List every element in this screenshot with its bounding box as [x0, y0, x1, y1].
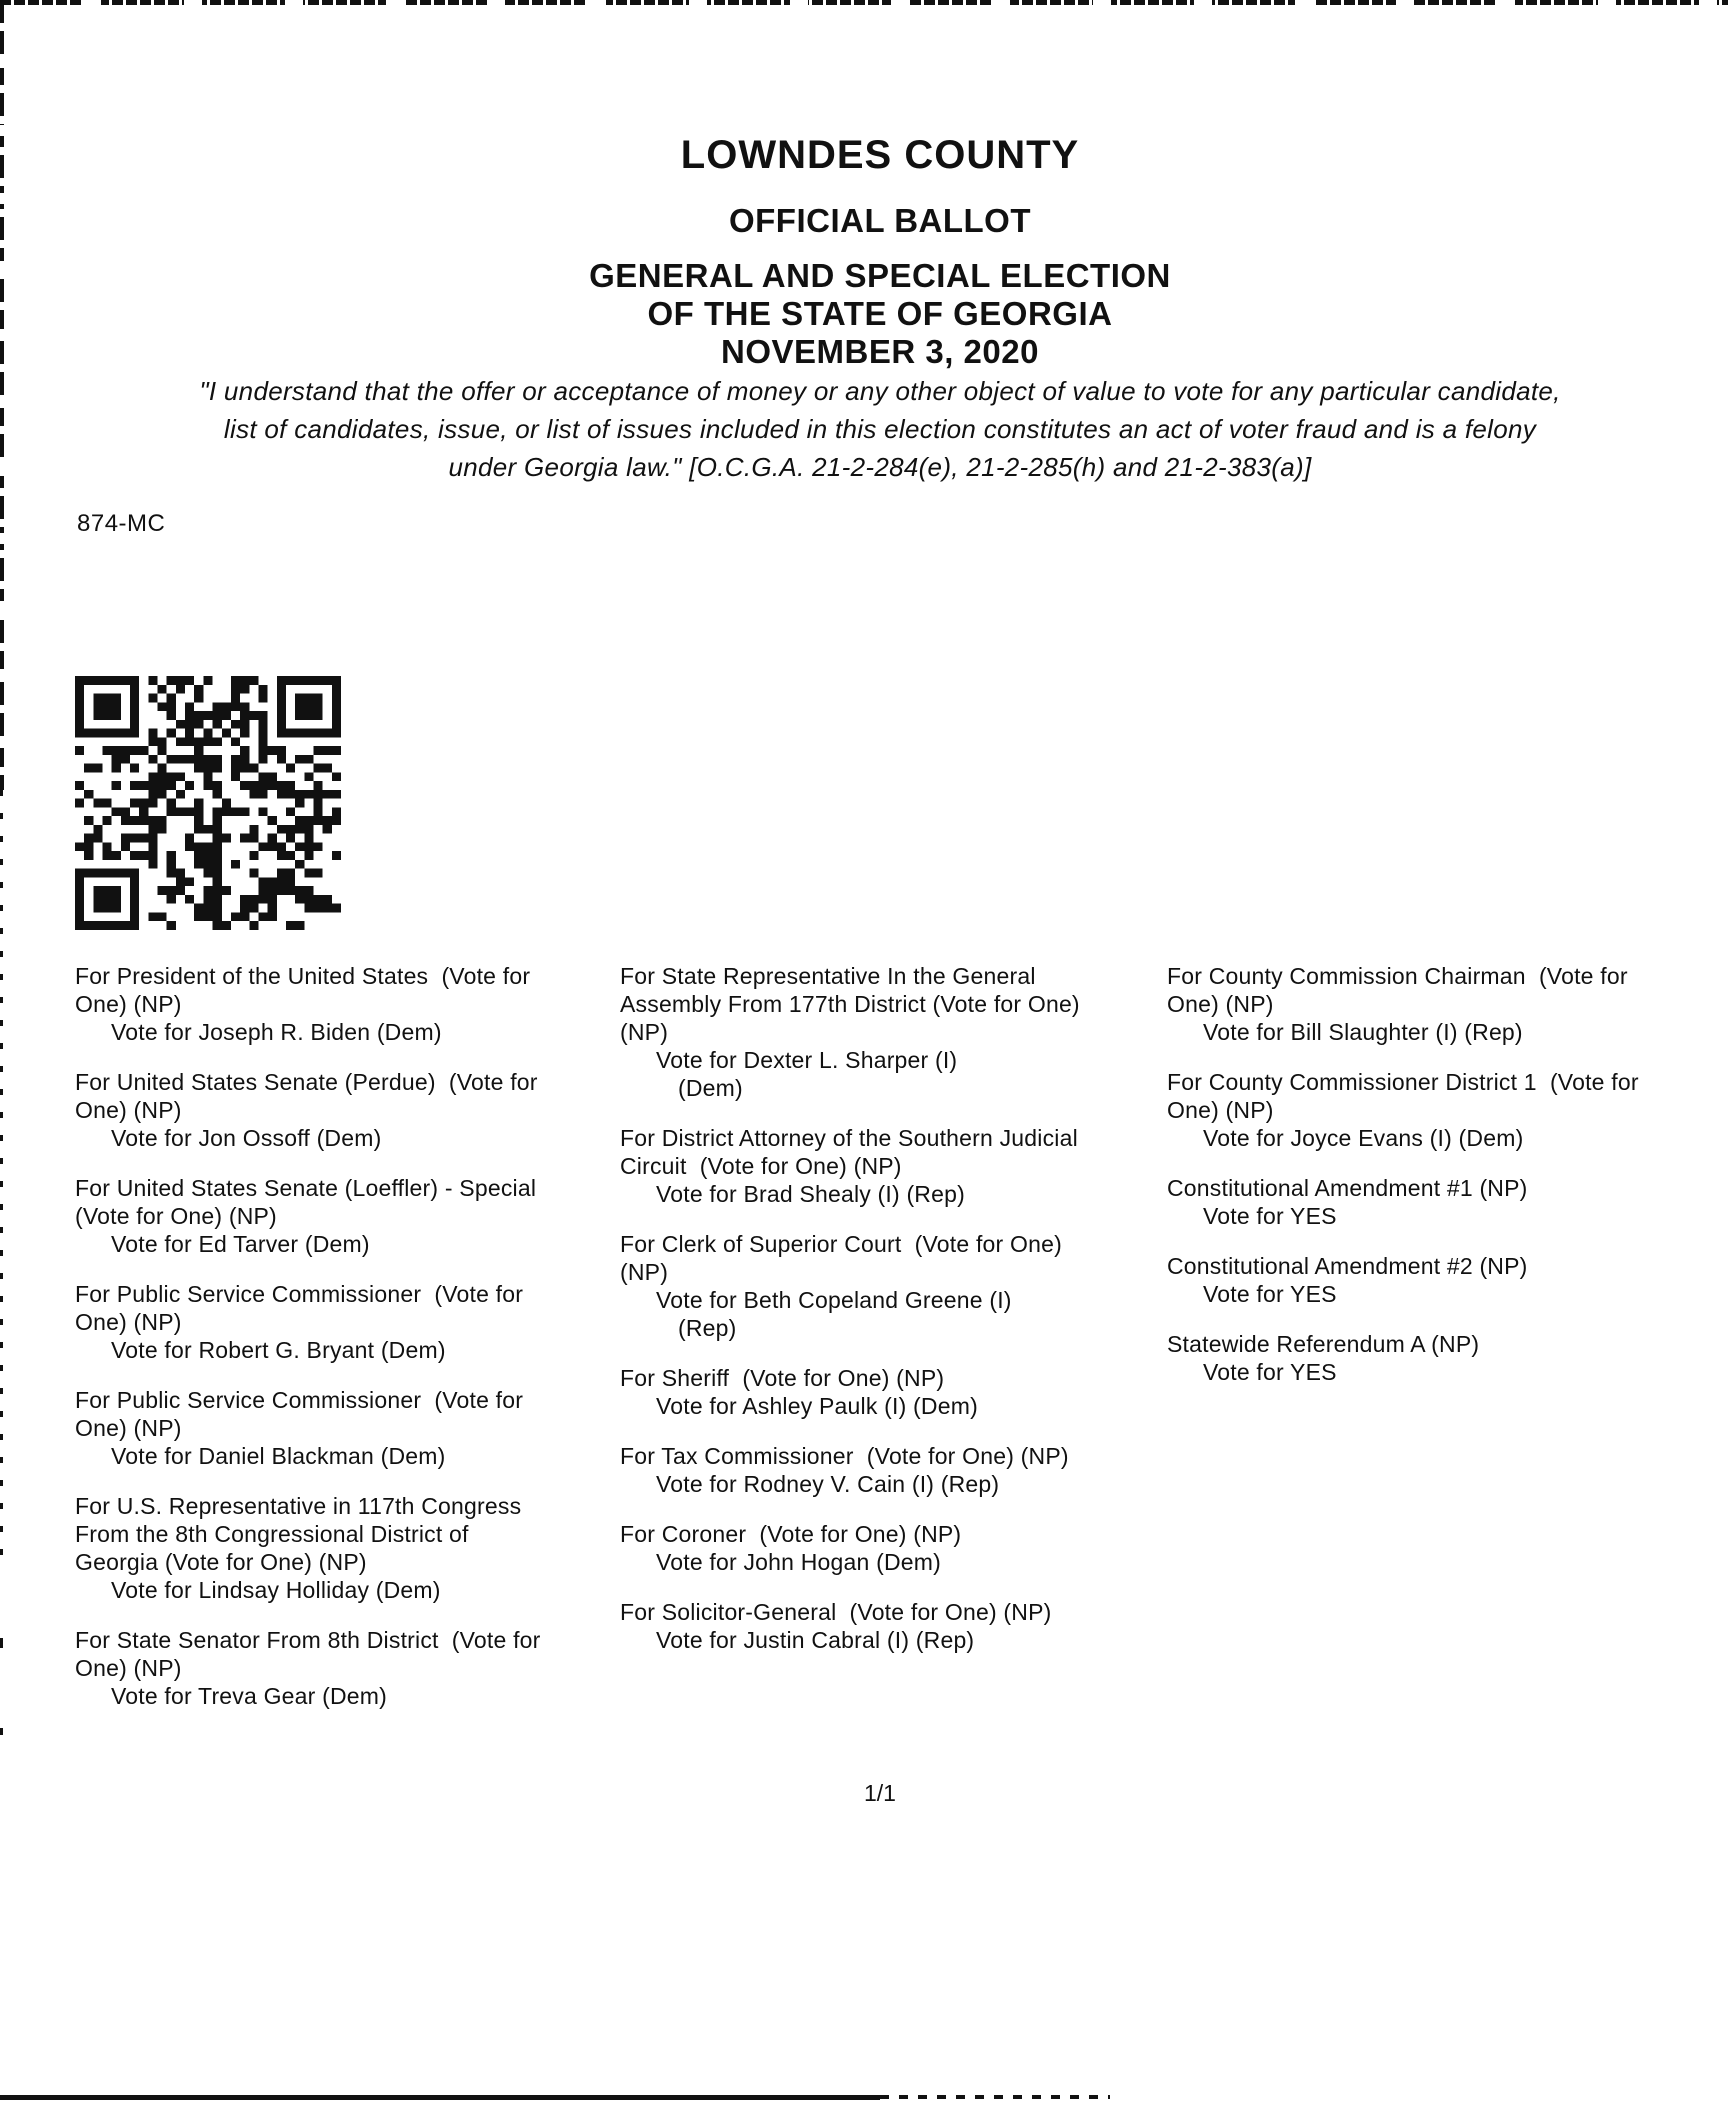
contest-vote-selection: Vote for Robert G. Bryant (Dem) [111, 1337, 446, 1363]
contest-title: For Public Service Commissioner (Vote for One) (NP) [75, 1387, 530, 1441]
ballot-style-code: 874-MC [77, 510, 166, 537]
contest-vote-selection: Vote for Beth Copeland Greene (I) [656, 1287, 1012, 1313]
voter-fraud-disclaimer [30, 372, 1728, 486]
contest-title: For State Representative In the General Assembly From 177th District (Vote for One) (NP) [620, 963, 1087, 1045]
contest-vote-selection: Vote for Rodney V. Cain (I) (Rep) [656, 1471, 1000, 1497]
contest [75, 1492, 555, 1604]
contest-title: For District Attorney of the Southern Judicial Circuit (Vote for One) (NP) [620, 1125, 1085, 1179]
contest-title: For County Commission Chairman (Vote for One) (NP) [1167, 963, 1635, 1017]
contest [1167, 1174, 1647, 1230]
contest [75, 1626, 555, 1710]
scan-artifact-left-stray [0, 1638, 3, 1648]
contest [75, 1386, 555, 1470]
ballot-title: OFFICIAL BALLOT [728, 202, 1032, 239]
election-date-line: NOVEMBER 3, 2020 [721, 333, 1039, 370]
contest-vote-selection: Vote for Jon Ossoff (Dem) [111, 1125, 382, 1151]
contest-title: For Tax Commissioner (Vote for One) (NP) [620, 1443, 1069, 1469]
election-title-line: GENERAL AND SPECIAL ELECTION [589, 257, 1171, 294]
contest [620, 1598, 1100, 1654]
contest [75, 1068, 555, 1152]
contest-vote-party: (Dem) [678, 1075, 743, 1101]
contest-title: For Solicitor-General (Vote for One) (NP) [620, 1599, 1052, 1625]
contest-title: For Sheriff (Vote for One) (NP) [620, 1365, 945, 1391]
contest [75, 962, 555, 1046]
contest-title: Constitutional Amendment #1 (NP) [1167, 1175, 1528, 1201]
ballot-column-1 [75, 962, 555, 1732]
scan-artifact-top-edge [0, 0, 1728, 5]
contest-vote-selection: Vote for Justin Cabral (I) (Rep) [656, 1627, 975, 1653]
ballot-header [30, 133, 1728, 371]
contest [1167, 1252, 1647, 1308]
contest-title: For U.S. Representative in 117th Congress From the 8th Congressional District of Georgia (Vote for One) (NP) [75, 1493, 528, 1575]
contest [620, 1520, 1100, 1576]
scan-artifact-left-edge-upper [0, 0, 4, 790]
contest-vote-selection: Vote for Joyce Evans (I) (Dem) [1203, 1125, 1524, 1151]
election-title-line: OF THE STATE OF GEORGIA [647, 295, 1113, 332]
contest [620, 1364, 1100, 1420]
contest-vote-selection: Vote for John Hogan (Dem) [656, 1549, 941, 1575]
contest [620, 1230, 1100, 1342]
contest-vote-selection: Vote for Ed Tarver (Dem) [111, 1231, 370, 1257]
ballot-column-2 [620, 962, 1100, 1676]
contest-vote-selection: Vote for Bill Slaughter (I) (Rep) [1203, 1019, 1523, 1045]
contest [620, 1442, 1100, 1498]
contest-vote-selection: Vote for YES [1203, 1359, 1337, 1385]
contest [620, 1124, 1100, 1208]
scan-artifact-left-edge-lower [0, 790, 3, 1570]
contest [75, 1280, 555, 1364]
contest-vote-selection: Vote for Treva Gear (Dem) [111, 1683, 387, 1709]
contest-title: Statewide Referendum A (NP) [1167, 1331, 1480, 1357]
contest-vote-selection: Vote for Brad Shealy (I) (Rep) [656, 1181, 965, 1207]
contest-title: For State Senator From 8th District (Vote for One) (NP) [75, 1627, 548, 1681]
contest-vote-selection: Vote for Daniel Blackman (Dem) [111, 1443, 446, 1469]
scan-artifact-bottom-edge-dashes [880, 2095, 1110, 2099]
contest-title: For Coroner (Vote for One) (NP) [620, 1521, 962, 1547]
contest [1167, 1068, 1647, 1152]
disclaimer-line: "I understand that the offer or acceptance of money or any other object of value to vote for any particular candidate, [199, 376, 1561, 406]
contest-title: For United States Senate (Loeffler) - Special (Vote for One) (NP) [75, 1175, 550, 1229]
contest-title: For Public Service Commissioner (Vote for One) (NP) [75, 1281, 530, 1335]
contest-vote-selection: Vote for Dexter L. Sharper (I) [656, 1047, 958, 1073]
contest-vote-party: (Rep) [678, 1315, 737, 1341]
contest-vote-selection: Vote for YES [1203, 1281, 1337, 1307]
contest-title: For County Commissioner District 1 (Vote for One) (NP) [1167, 1069, 1646, 1123]
qr-code-image [75, 676, 341, 930]
contest-title: For United States Senate (Perdue) (Vote for One) (NP) [75, 1069, 545, 1123]
contest [75, 1174, 555, 1258]
contest-title: For Clerk of Superior Court (Vote for One) (NP) [620, 1231, 1069, 1285]
contest-vote-selection: Vote for Ashley Paulk (I) (Dem) [656, 1393, 978, 1419]
disclaimer-line: under Georgia law." [O.C.G.A. 21-2-284(e), 21-2-285(h) and 21-2-383(a)] [448, 452, 1312, 482]
scan-artifact-bottom-edge [0, 2095, 880, 2100]
ballot-column-3 [1167, 962, 1647, 1408]
contest-vote-selection: Vote for Lindsay Holliday (Dem) [111, 1577, 441, 1603]
contest-title: For President of the United States (Vote for One) (NP) [75, 963, 537, 1017]
contest [1167, 1330, 1647, 1386]
contest-vote-selection: Vote for YES [1203, 1203, 1337, 1229]
contest [1167, 962, 1647, 1046]
county-title: LOWNDES COUNTY [680, 133, 1080, 177]
contest-title: Constitutional Amendment #2 (NP) [1167, 1253, 1528, 1279]
page-number: 1/1 [864, 1780, 896, 1806]
disclaimer-line: list of candidates, issue, or list of issues included in this election constitutes an act of voter fraud and is a felony [223, 414, 1537, 444]
scan-artifact-left-stray [0, 1728, 3, 1735]
contest [620, 962, 1100, 1102]
contest-vote-selection: Vote for Joseph R. Biden (Dem) [111, 1019, 442, 1045]
